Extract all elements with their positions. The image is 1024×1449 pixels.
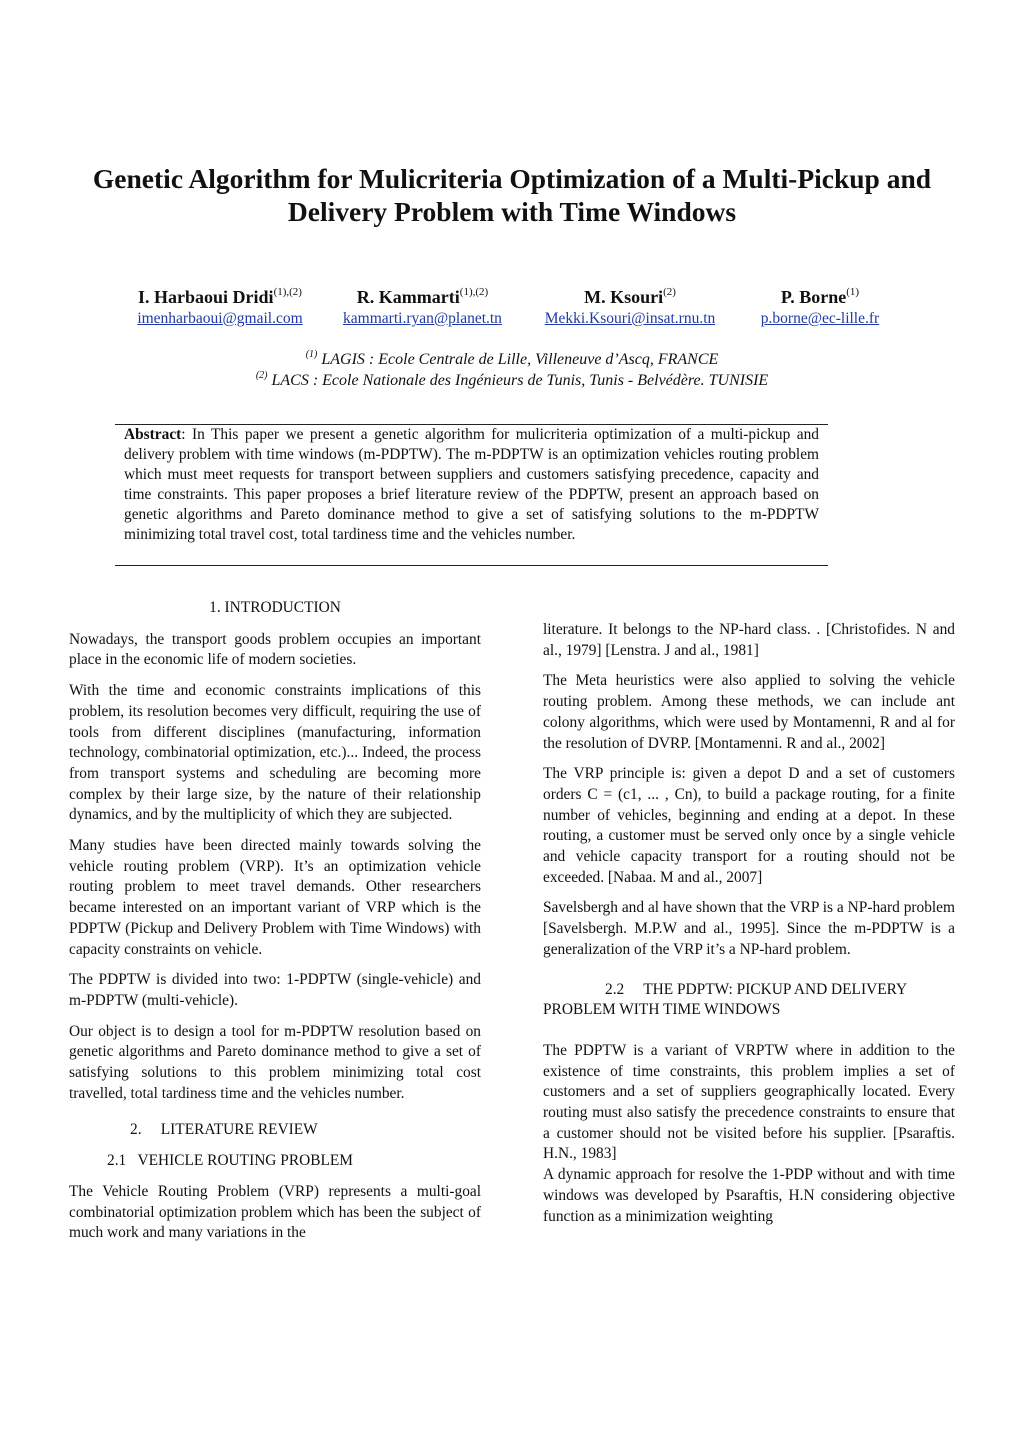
author-1 bbox=[120, 280, 320, 329]
abstract bbox=[124, 425, 819, 546]
author-email-link[interactable]: Mekki.Ksouri@insat.rnu.tn bbox=[544, 310, 716, 327]
author-email-link[interactable]: imenharbaoui@gmail.com bbox=[137, 310, 303, 327]
paragraph: The Vehicle Routing Problem (VRP) represents a multi-goal combinatorial optimization problem which has been the subject of much work and many variations in the bbox=[69, 1182, 481, 1242]
paragraph: The VRP principle is: given a depot D and a set of customers orders C = (c1, ... , Cn), to build a package routing, for a finite number of vehicles, beginning and ending at a depot. In these routing, a customer must be served only once by a single vehicle and vehicle capacity transport for a routing should not be exceeded. [Nabaa. M and al., 2007] bbox=[543, 765, 955, 886]
abstract-label: Abstract bbox=[124, 426, 182, 443]
paragraph: Many studies have been directed mainly towards solving the vehicle routing problem (VRP). It’s an optimization vehicle routing problem to meet travel demands. Other researchers became interested on an important variant of VRP which is the PDPTW (Pickup and Delivery Problem with Time Windows) with capacity constraints on vehicle. bbox=[69, 837, 481, 958]
author-affil-mark: (1),(2) bbox=[273, 286, 302, 298]
paragraph: With the time and economic constraints implications of this problem, its resolution becomes very difficult, requiring the use of tools from different disciplines (manufacturing, information technology, combinatorial optimization, etc.)... Indeed, the process from transport systems and scheduling are becoming more complex by their large size, by the nature of their relationship dynamics, and by the multiplicity of which they are subjected. bbox=[69, 682, 481, 824]
paragraph: Nowadays, the transport goods problem occupies an important place in the economic life of modern societies. bbox=[69, 630, 481, 669]
paragraph: The Meta heuristics were also applied to solving the vehicle routing problem. Among these methods, we can include ant colony algorithms, which were used by Montamenni, R and al for the resolution of DVRP. [Montamenni. R and al., 2002] bbox=[543, 672, 955, 752]
author-name: I. Harbaoui Dridi bbox=[138, 287, 274, 307]
affiliation-text: LAGIS : Ecole Centrale de Lille, Villeneuve d’Ascq, FRANCE bbox=[321, 351, 719, 368]
right-column bbox=[543, 620, 955, 1237]
section-heading-literature-review: 2. LITERATURE REVIEW bbox=[130, 1121, 318, 1139]
author-affil-mark: (2) bbox=[663, 286, 676, 298]
author-2 bbox=[325, 280, 520, 329]
author-affil-mark: (1),(2) bbox=[459, 286, 489, 298]
paragraph: Our object is to design a tool for m-PDPTW resolution based on genetic algorithms and Pareto dominance method to give a set of satisfying solutions to this problem minimizing total cost travelled, total tardiness time and the vehicles number. bbox=[69, 1022, 481, 1102]
paragraph: literature. It belongs to the NP-hard class. . [Christofides. N and al., 1979] [Lenstra. J and al., 1981] bbox=[543, 621, 955, 659]
subsection-heading-pdptw-line-2: PROBLEM WITH TIME WINDOWS bbox=[543, 1001, 781, 1019]
author-affil-mark: (1) bbox=[846, 286, 860, 298]
affiliation-mark: (1) bbox=[305, 349, 318, 360]
paragraph: The PDPTW is a variant of VRPTW where in addition to the existence of time constraints, this problem implies a set of customers and a set of suppliers geographically located. Every routing must also satisfy the precedence constraints to ensure that a customer should not be visited before his supplier. [Psaraftis. H.N., 1983] bbox=[543, 1041, 955, 1163]
paragraph: Savelsbergh and al have shown that the VRP is a NP-hard problem [Savelsbergh. M.P.W and al., 1995]. Since the m-PDPTW is a generalization of the VRP it’s a NP-hard problem. bbox=[543, 899, 955, 958]
paper-title bbox=[60, 162, 964, 228]
author-email-link[interactable]: kammarti.ryan@planet.tn bbox=[343, 310, 502, 327]
affiliation-mark: (2) bbox=[255, 370, 268, 381]
author-4 bbox=[745, 280, 895, 329]
title-line-1: Genetic Algorithm for Mulicriteria Optimization of a Multi-Pickup and bbox=[92, 163, 932, 194]
author-name: R. Kammarti bbox=[356, 287, 460, 307]
abstract-text: : In This paper we present a genetic algorithm for mulicriteria optimization of a multi-pickup and delivery problem with time windows (m-PDPTW). The m-PDPTW is an optimization vehicles routing problem which must meet requests for transport between suppliers and customers satisfying precedence, capacity and time constraints. This paper proposes a brief literature review of the PDPTW, present an approach based on genetic algorithms and Pareto dominance method to give a set of satisfying solutions to the m-PDPTW minimizing total travel cost, total tardiness time and the vehicles number. bbox=[124, 426, 819, 544]
author-3 bbox=[530, 280, 730, 329]
affiliation-text: LACS : Ecole Nationale des Ingénieurs de Tunis, Tunis - Belvédère. TUNISIE bbox=[271, 372, 769, 389]
paragraph: A dynamic approach for resolve the 1-PDP without and with time windows was developed by Psaraftis, H.N considering objective function as a minimization weighting bbox=[543, 1166, 955, 1225]
section-heading-introduction: 1. INTRODUCTION bbox=[209, 599, 341, 616]
paragraph: The PDPTW is divided into two: 1-PDPTW (single-vehicle) and m-PDPTW (multi-vehicle). bbox=[69, 971, 481, 1009]
author-name: M. Ksouri bbox=[584, 287, 664, 307]
subsection-heading-pdptw-line-1: 2.2 THE PDPTW: PICKUP AND DELIVERY bbox=[605, 980, 908, 998]
abstract-bottom-rule bbox=[115, 565, 828, 566]
subsection-heading-vrp: 2.1 VEHICLE ROUTING PROBLEM bbox=[107, 1152, 353, 1170]
author-name: P. Borne bbox=[780, 287, 847, 307]
title-line-2: Delivery Problem with Time Windows bbox=[287, 196, 737, 227]
left-column bbox=[69, 598, 481, 1254]
author-email-link[interactable]: p.borne@ec-lille.fr bbox=[760, 310, 880, 327]
affiliation-2 bbox=[0, 366, 1024, 391]
